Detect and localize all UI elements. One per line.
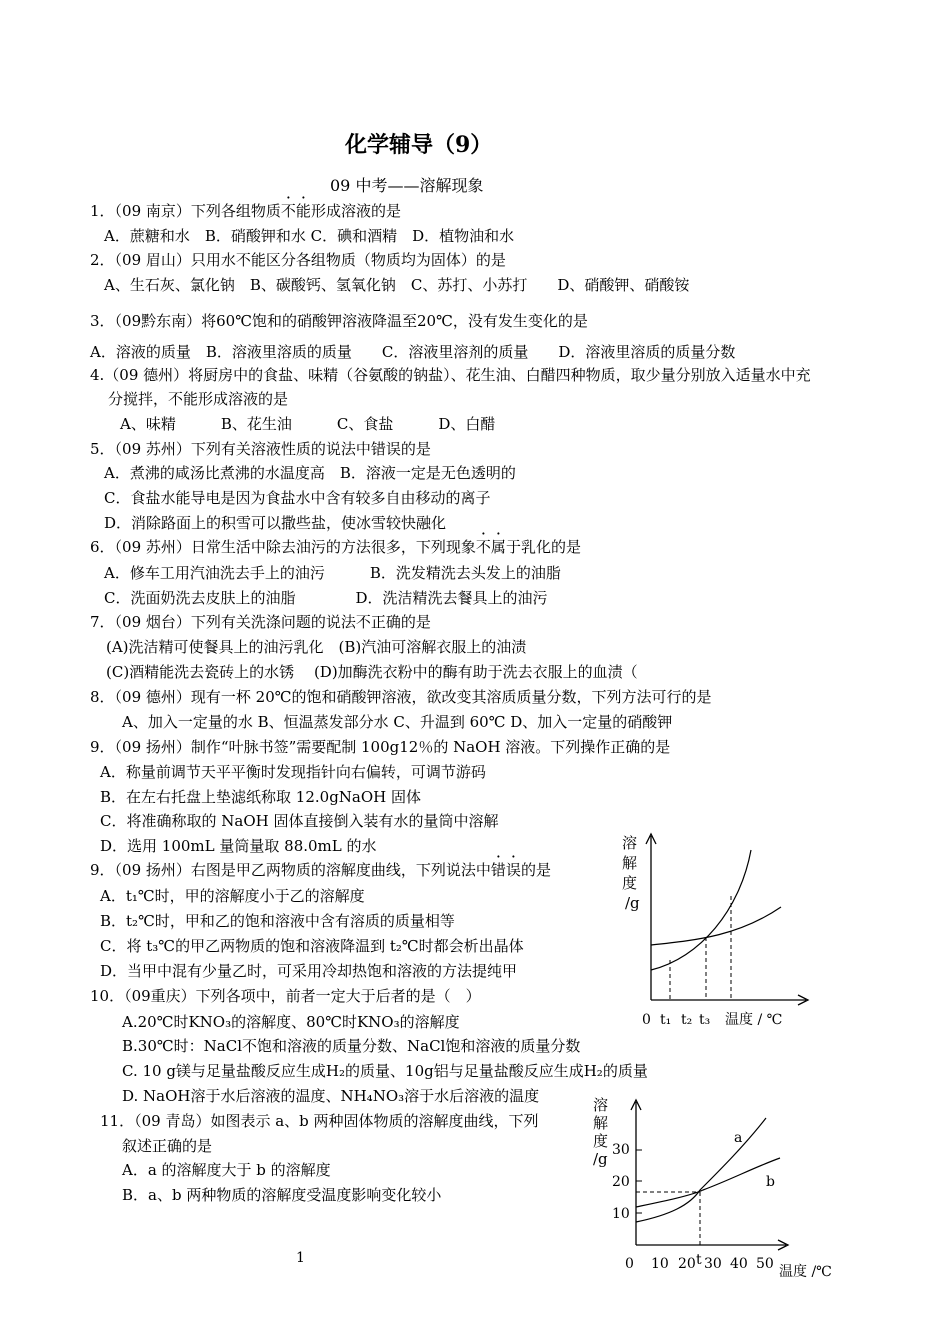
q9b-emphasis-1: 错 bbox=[490, 861, 506, 879]
q9b-stem bbox=[90, 860, 551, 880]
q10-option-a: A.20℃时KNO₃的溶解度、80℃时KNO₃的溶解度 bbox=[122, 1013, 460, 1031]
q6-option-ab: A．修车工用汽油洗去手上的油污 B．洗发精洗去头发上的油脂 bbox=[104, 564, 561, 582]
page-title: 化学辅导（9） bbox=[345, 132, 493, 158]
q9b-stem-part1: 9．（09 扬州）右图是甲乙两物质的溶解度曲线，下列说法中 bbox=[90, 861, 491, 879]
q9a-option-c: C．将准确称取的 NaOH 固体直接倒入装有水的量筒中溶解 bbox=[100, 812, 499, 830]
chart1-xlabel: 温度 / ℃ bbox=[725, 1012, 783, 1028]
chart2-xtick-50: 50 bbox=[756, 1256, 774, 1272]
chart2-t-marker: t bbox=[696, 1252, 702, 1268]
q1-emphasis-2: 能 bbox=[295, 202, 311, 220]
chart2-ytick-label-10: 10 bbox=[612, 1206, 630, 1222]
q6-emphasis-2: 属 bbox=[490, 538, 506, 556]
q8-stem: 8．（09 德州）现有一杯 20℃的饱和硝酸钾溶液，欲改变其溶质质量分数，下列方法可行的是 bbox=[90, 688, 712, 706]
chart1-tick-t1: t₁ bbox=[660, 1012, 672, 1028]
chart2-xtick-0: 0 bbox=[625, 1256, 634, 1272]
q1-emphasis-1: 不 bbox=[280, 202, 296, 220]
q1-options: A．蔗糖和水 B．硝酸钾和水 C．碘和酒精 D．植物油和水 bbox=[104, 227, 515, 245]
chart1-ylabel-3: 度 bbox=[622, 874, 638, 892]
chart2-series-a-label: a bbox=[734, 1130, 743, 1146]
q4-stem-line1: 4.（09 德州）将厨房中的食盐、味精（谷氨酸的钠盐）、花生油、白醋四种物质，取少量分别放入适量水中充 bbox=[90, 366, 811, 384]
q10-option-b: B.30℃时：NaCl不饱和溶液的质量分数、NaCl饱和溶液的质量分数 bbox=[122, 1037, 581, 1055]
q11-stem-line2: 叙述正确的是 bbox=[122, 1137, 213, 1155]
q7-option-ab: (A)洗洁精可使餐具上的油污乳化 (B)汽油可溶解衣服上的油渍 bbox=[106, 638, 527, 656]
q6-stem-part2: 于乳化的是 bbox=[505, 538, 581, 556]
q5-stem: 5．（09 苏州）下列有关溶液性质的说法中错误的是 bbox=[90, 440, 431, 458]
q9b-option-a: A．t₁℃时，甲的溶解度小于乙的溶解度 bbox=[100, 887, 365, 905]
q9a-option-a: A．称量前调节天平平衡时发现指针向右偏转，可调节游码 bbox=[100, 763, 486, 781]
chart1-origin: 0 bbox=[642, 1012, 651, 1028]
chart2-ylabel-3: 度 bbox=[593, 1132, 609, 1150]
chart1-curve-flat bbox=[651, 907, 781, 945]
chart2-axes bbox=[631, 1100, 788, 1250]
chart2-ytick-label-20: 20 bbox=[612, 1174, 630, 1190]
q9b-emphasis-2: 误 bbox=[505, 861, 521, 879]
chart2-xlabel: 温度 /℃ bbox=[779, 1264, 832, 1280]
q10-stem: 10．（09重庆）下列各项中，前者一定大于后者的是（ ） bbox=[90, 987, 481, 1005]
chart2-xtick-20: 20 bbox=[678, 1256, 696, 1272]
q1-stem bbox=[90, 201, 401, 221]
chart1-tick-t3: t₃ bbox=[699, 1012, 711, 1028]
q7-option-cd: (C)酒精能洗去瓷砖上的水锈 (D)加酶洗衣粉中的酶有助于洗去衣服上的血渍（ bbox=[106, 663, 638, 681]
q5-option-c: C．食盐水能导电是因为食盐水中含有较多自由移动的离子 bbox=[104, 489, 491, 507]
q8-options: A、加入一定量的水 B、恒温蒸发部分水 C、升温到 60℃ D、加入一定量的硝酸钾 bbox=[122, 713, 673, 731]
q5-option-ab: A．煮沸的咸汤比煮沸的水温度高 B．溶液一定是无色透明的 bbox=[104, 464, 516, 482]
chart2-series-b-label: b bbox=[766, 1174, 775, 1190]
q2-options: A、生石灰、氯化钠 B、碳酸钙、氢氧化钠 C、苏打、小苏打 D、硝酸钾、硝酸铵 bbox=[104, 276, 690, 294]
q4-stem-line2: 分搅拌，不能形成溶液的是 bbox=[108, 390, 289, 408]
page-number: 1 bbox=[296, 1250, 305, 1266]
chart2-ylabel-1: 溶 bbox=[593, 1096, 609, 1114]
chart1-ylabel-4: /g bbox=[625, 894, 640, 912]
chart2-xtick-10: 10 bbox=[651, 1256, 669, 1272]
chart2-curve-b bbox=[636, 1158, 780, 1207]
q9b-option-b: B．t₂℃时，甲和乙的饱和溶液中含有溶质的质量相等 bbox=[100, 912, 455, 930]
q9b-option-d: D．当甲中混有少量乙时，可采用冷却热饱和溶液的方法提纯甲 bbox=[100, 962, 518, 980]
chart2-xtick-40: 40 bbox=[730, 1256, 748, 1272]
q4-options: A、味精 B、花生油 C、食盐 D、白醋 bbox=[120, 415, 496, 433]
page-subtitle: 09 中考——溶解现象 bbox=[330, 176, 484, 195]
q7-stem: 7．（09 烟台）下列有关洗涤问题的说法不正确的是 bbox=[90, 613, 431, 631]
chart2-curve-a bbox=[636, 1118, 766, 1222]
chart1-curve-steep bbox=[651, 850, 751, 970]
chart2-ylabel-4: /g bbox=[593, 1150, 608, 1168]
q9b-stem-part2: 的是 bbox=[520, 861, 551, 879]
q10-option-c: C. 10 g镁与足量盐酸反应生成H₂的质量、10g铝与足量盐酸反应生成H₂的质量 bbox=[122, 1062, 648, 1080]
chart1-ylabel-1: 溶 bbox=[622, 834, 638, 852]
q2-stem: 2．（09 眉山）只用水不能区分各组物质（物质均为固体）的是 bbox=[90, 251, 506, 269]
q1-stem-part1: 1．（09 南京）下列各组物质 bbox=[90, 202, 281, 220]
q11-stem-line1: 11．（09 青岛）如图表示 a、b 两种固体物质的溶解度曲线，下列 bbox=[100, 1112, 539, 1130]
q11-option-b: B．a、b 两种物质的溶解度受温度影响变化较小 bbox=[122, 1186, 442, 1204]
q3-stem: 3．（09黔东南）将60℃饱和的硝酸钾溶液降温至20℃，没有发生变化的是 bbox=[90, 312, 588, 330]
chart1-tick-t2: t₂ bbox=[681, 1012, 693, 1028]
chart2-ylabel-2: 解 bbox=[593, 1114, 609, 1132]
chart1-axes bbox=[646, 834, 808, 1005]
q9b-option-c: C．将 t₃℃的甲乙两物质的饱和溶液降温到 t₂℃时都会析出晶体 bbox=[100, 937, 524, 955]
q6-stem-part1: 6．（09 苏州）日常生活中除去油污的方法很多，下列现象 bbox=[90, 538, 476, 556]
chart1-ylabel-2: 解 bbox=[622, 854, 638, 872]
q6-emphasis-1: 不 bbox=[475, 538, 491, 556]
q9a-option-b: B．在左右托盘上垫滤纸称取 12.0gNaOH 固体 bbox=[100, 788, 422, 806]
chart2-ytick-label-30: 30 bbox=[612, 1142, 630, 1158]
q9a-option-d: D．选用 100mL 量筒量取 88.0mL 的水 bbox=[100, 837, 377, 855]
q6-option-cd: C．洗面奶洗去皮肤上的油脂 D．洗洁精洗去餐具上的油污 bbox=[104, 589, 548, 607]
q11-option-a: A．a 的溶解度大于 b 的溶解度 bbox=[122, 1161, 331, 1179]
q3-options: A．溶液的质量 B．溶液里溶质的质量 C．溶液里溶剂的质量 D．溶液里溶质的质量分数 bbox=[90, 343, 736, 361]
q10-option-d: D. NaOH溶于水后溶液的温度、NH₄NO₃溶于水后溶液的温度 bbox=[122, 1087, 540, 1105]
q9a-stem: 9．（09 扬州）制作“叶脉书签”需要配制 100g12％的 NaOH 溶液。下列操作正确的是 bbox=[90, 738, 671, 756]
chart2-xtick-30: 30 bbox=[704, 1256, 722, 1272]
q6-stem bbox=[90, 537, 581, 557]
q5-option-d: D．消除路面上的积雪可以撒些盐，使冰雪较快融化 bbox=[104, 514, 447, 532]
q1-stem-part2: 形成溶液的是 bbox=[310, 202, 401, 220]
